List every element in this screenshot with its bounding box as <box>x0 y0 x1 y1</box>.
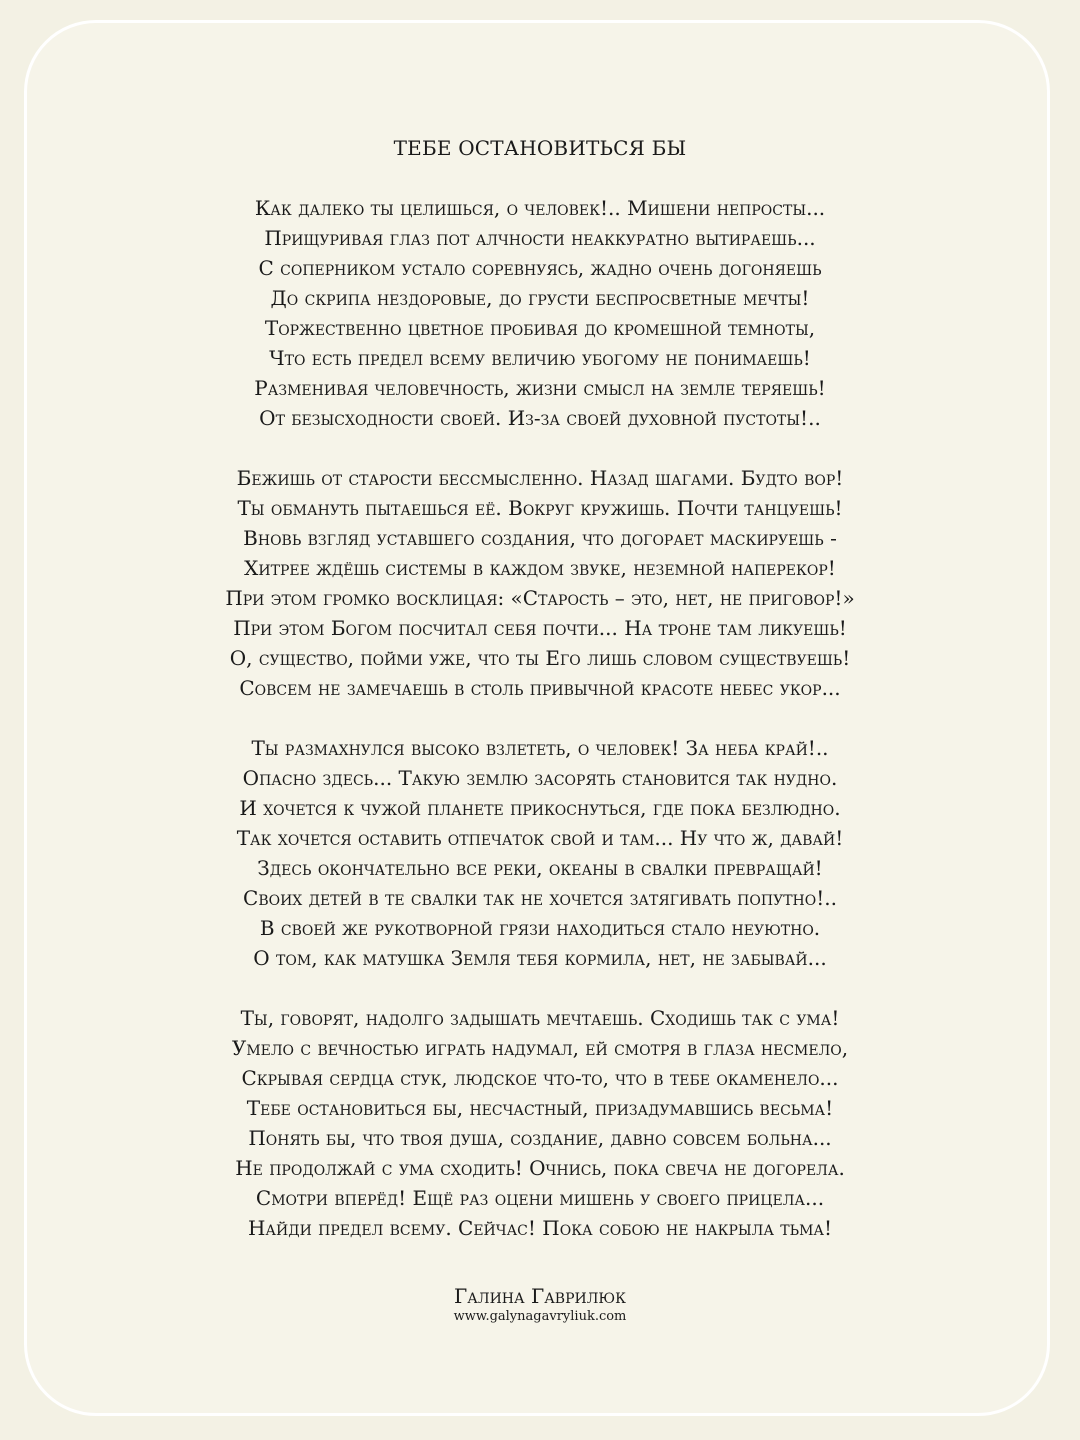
stanza-2 <box>60 463 1020 703</box>
poem-line: Ты, говорят, надолго задышать мечтаешь. Сходишь так с ума! <box>240 1006 840 1030</box>
poem-line: Хитрее ждёшь системы в каждом звуке, неземной наперекор! <box>244 556 836 580</box>
poem-line: Как далеко ты целишься, о человек!.. Мишени непросты... <box>254 196 826 220</box>
poem-line: О том, как матушка Земля тебя кормила, нет, не забывай... <box>253 946 827 970</box>
poem-content <box>60 133 1020 1325</box>
poem-line: Торжественно цветное пробивая до кромешной темноты, <box>264 316 816 340</box>
stanza-4 <box>60 1003 1020 1243</box>
poem-title: ТЕБЕ ОСТАНОВИТЬСЯ БЫ <box>393 136 687 160</box>
poem-line: Что есть предел всему величию убогому не понимаешь! <box>269 346 811 370</box>
poem-line: Прищуривая глаз пот алчности неаккуратно вытираешь... <box>264 226 816 250</box>
poem-line: В своей же рукотворной грязи находиться стало неуютно. <box>259 916 821 940</box>
poem-line: При этом громко восклицая: «Старость – это, нет, не приговор!» <box>225 586 855 610</box>
poem-line: Здесь окончательно все реки, океаны в свалки превращай! <box>257 856 823 880</box>
poem-line: Найди предел всему. Сейчас! Пока собою не накрыла тьма! <box>247 1216 833 1240</box>
poem-line: Совсем не замечаешь в столь привычной красоте небес укор... <box>239 676 841 700</box>
author-website: www.galynagavryliuk.com <box>453 1309 627 1324</box>
poem-line: Тебе остановиться бы, несчастный, призадумавшись весьма! <box>246 1096 834 1120</box>
poem-line: С соперником устало соревнуясь, жадно очень догоняешь <box>258 256 822 280</box>
author-name: Галина Гаврилюк <box>454 1284 626 1308</box>
poem-line: Разменивая человечность, жизни смысл на земле теряешь! <box>254 376 826 400</box>
poem-line: Не продолжай с ума сходить! Очнись, пока свеча не догорела. <box>235 1156 845 1180</box>
poem-line: Своих детей в те свалки так не хочется затягивать попутно!.. <box>243 886 837 910</box>
poem-line: От безысходности своей. Из-за своей духовной пустоты!.. <box>259 406 821 430</box>
poem-line: Так хочется оставить отпечаток свой и там... Ну что ж, давай! <box>236 826 844 850</box>
poem-line: И хочется к чужой планете прикоснуться, где пока безлюдно. <box>239 796 841 820</box>
poem-line: Скрывая сердца стук, людское что-то, что в тебе окаменело... <box>241 1066 839 1090</box>
poem-line: О, существо, пойми уже, что ты Его лишь словом существуешь! <box>229 646 851 670</box>
stanza-3 <box>60 733 1020 973</box>
poem-line: Вновь взгляд уставшего создания, что догорает маскируешь - <box>243 526 837 550</box>
poem-line: Опасно здесь... Такую землю засорять становится так нудно. <box>242 766 838 790</box>
poem-line: При этом Богом посчитал себя почти... На троне там ликуешь! <box>233 616 847 640</box>
poem-line: Ты обмануть пытаешься её. Вокруг кружишь. Почти танцуешь! <box>237 496 843 520</box>
poem-line: Понять бы, что твоя душа, создание, давно совсем больна... <box>248 1126 832 1150</box>
poem-line: Бежишь от старости бессмысленно. Назад шагами. Будто вор! <box>236 466 844 490</box>
poem-line: Умело с вечностью играть надумал, ей смотря в глаза несмело, <box>231 1036 849 1060</box>
poem-line: Смотри вперёд! Ещё раз оцени мишень у своего прицела... <box>255 1186 825 1210</box>
poem-line: До скрипа нездоровые, до грусти беспросветные мечты! <box>270 286 810 310</box>
poem-line: Ты размахнулся высоко взлететь, о человек! За неба край!.. <box>251 736 829 760</box>
stanza-1 <box>60 193 1020 433</box>
